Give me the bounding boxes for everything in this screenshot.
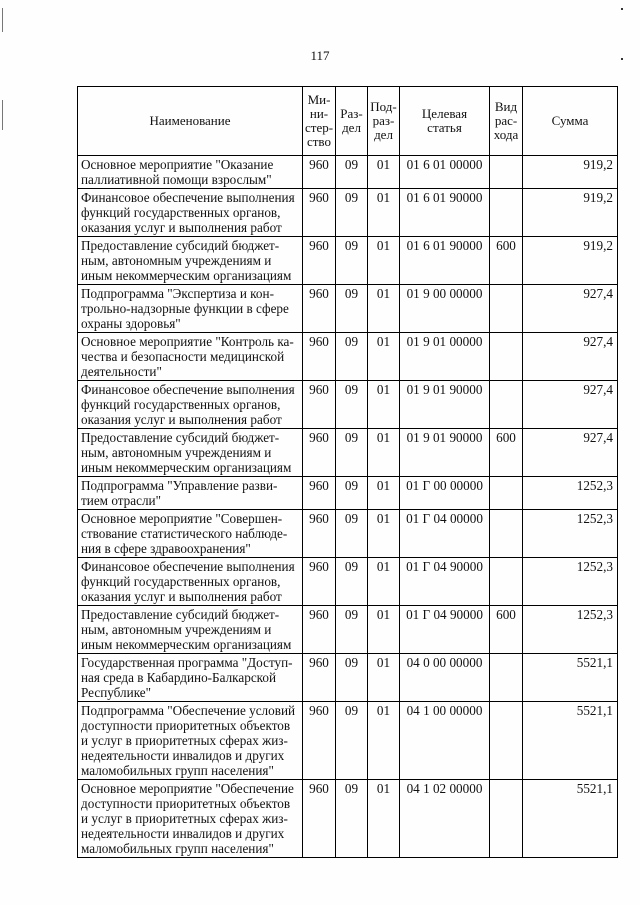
header-section: Раз- дел (336, 87, 368, 156)
row-target: 04 0 00 00000 (400, 654, 490, 702)
row-target: 01 Г 04 00000 (400, 510, 490, 558)
row-target: 04 1 00 00000 (400, 702, 490, 780)
page-number: 117 (310, 48, 330, 63)
row-subsection: 01 (368, 189, 400, 237)
table-row (78, 429, 618, 477)
row-section: 09 (336, 333, 368, 381)
row-ministry: 960 (303, 381, 336, 429)
row-section: 09 (336, 189, 368, 237)
table-row (78, 510, 618, 558)
row-expense-type (490, 189, 523, 237)
row-name: Подпрограмма "Управление разви-тием отрасли" (78, 477, 303, 510)
row-expense-type (490, 285, 523, 333)
row-subsection: 01 (368, 237, 400, 285)
row-subsection: 01 (368, 702, 400, 780)
row-amount: 919,2 (523, 237, 618, 285)
row-subsection: 01 (368, 429, 400, 477)
row-amount: 919,2 (523, 189, 618, 237)
row-ministry: 960 (303, 333, 336, 381)
row-expense-type: 600 (490, 237, 523, 285)
row-target: 01 6 01 00000 (400, 156, 490, 189)
row-ministry: 960 (303, 189, 336, 237)
row-subsection: 01 (368, 654, 400, 702)
row-subsection: 01 (368, 558, 400, 606)
table-row (78, 189, 618, 237)
table-row (78, 237, 618, 285)
row-ministry: 960 (303, 237, 336, 285)
row-section: 09 (336, 381, 368, 429)
row-target: 01 9 01 90000 (400, 381, 490, 429)
row-subsection: 01 (368, 156, 400, 189)
table-row (78, 156, 618, 189)
row-section: 09 (336, 156, 368, 189)
table-row (78, 477, 618, 510)
row-amount: 927,4 (523, 381, 618, 429)
row-subsection: 01 (368, 606, 400, 654)
row-amount: 1252,3 (523, 477, 618, 510)
row-name: Финансовое обеспечение выполнения функций государственных органов, оказания услуг и выполнения работ (78, 189, 303, 237)
row-target: 01 Г 00 00000 (400, 477, 490, 510)
row-name: Подпрограмма "Обеспечение условий доступности приоритетных объектов и услуг в приоритетных сферах жиз-недеятельности инвалидов и других маломобильных групп населения" (78, 702, 303, 780)
table-row (78, 558, 618, 606)
row-ministry: 960 (303, 429, 336, 477)
table-row (78, 654, 618, 702)
row-amount: 1252,3 (523, 510, 618, 558)
row-amount: 1252,3 (523, 606, 618, 654)
row-expense-type (490, 654, 523, 702)
row-ministry: 960 (303, 477, 336, 510)
row-target: 04 1 02 00000 (400, 780, 490, 858)
row-section: 09 (336, 285, 368, 333)
table-row (78, 381, 618, 429)
row-name: Основное мероприятие "Совершен-ствование статистического наблюде-ния в сфере здравоохранения" (78, 510, 303, 558)
row-expense-type (490, 780, 523, 858)
row-section: 09 (336, 429, 368, 477)
header-target: Целевая статья (400, 87, 490, 156)
row-name: Основное мероприятие "Обеспечение доступности приоритетных объектов и услуг в приоритетных сферах жиз-недеятельности инвалидов и других маломобильных групп населения" (78, 780, 303, 858)
header-ministry: Ми- ни- стер- ство (303, 87, 336, 156)
header-name: Наименование (78, 87, 303, 156)
row-target: 01 Г 04 90000 (400, 606, 490, 654)
row-expense-type (490, 333, 523, 381)
table-row (78, 780, 618, 858)
row-expense-type (490, 510, 523, 558)
row-target: 01 6 01 90000 (400, 189, 490, 237)
row-name: Финансовое обеспечение выполнения функций государственных органов, оказания услуг и выполнения работ (78, 558, 303, 606)
row-target: 01 9 00 00000 (400, 285, 490, 333)
row-subsection: 01 (368, 285, 400, 333)
row-amount: 5521,1 (523, 780, 618, 858)
row-section: 09 (336, 510, 368, 558)
row-amount: 5521,1 (523, 654, 618, 702)
table-header-row (78, 87, 618, 156)
row-ministry: 960 (303, 606, 336, 654)
row-section: 09 (336, 702, 368, 780)
row-expense-type (490, 477, 523, 510)
row-name: Предоставление субсидий бюджет-ным, автономным учреждениям и иным некоммерческим организациям (78, 429, 303, 477)
table-row (78, 333, 618, 381)
table-row (78, 606, 618, 654)
budget-table (77, 86, 618, 858)
row-ministry: 960 (303, 156, 336, 189)
row-subsection: 01 (368, 477, 400, 510)
row-expense-type (490, 156, 523, 189)
header-amount: Сумма (523, 87, 618, 156)
row-name: Предоставление субсидий бюджет-ным, автономным учреждениям и иным некоммерческим организациям (78, 606, 303, 654)
row-section: 09 (336, 477, 368, 510)
row-target: 01 Г 04 90000 (400, 558, 490, 606)
row-expense-type: 600 (490, 606, 523, 654)
row-amount: 5521,1 (523, 702, 618, 780)
scan-edge-mark (2, 100, 3, 130)
row-section: 09 (336, 558, 368, 606)
row-expense-type (490, 702, 523, 780)
row-amount: 927,4 (523, 333, 618, 381)
row-subsection: 01 (368, 510, 400, 558)
table-row (78, 285, 618, 333)
row-section: 09 (336, 780, 368, 858)
row-ministry: 960 (303, 558, 336, 606)
row-name: Предоставление субсидий бюджет-ным, автономным учреждениям и иным некоммерческим организациям (78, 237, 303, 285)
row-target: 01 6 01 90000 (400, 237, 490, 285)
row-ministry: 960 (303, 510, 336, 558)
row-ministry: 960 (303, 780, 336, 858)
row-amount: 1252,3 (523, 558, 618, 606)
row-amount: 927,4 (523, 285, 618, 333)
row-name: Основное мероприятие "Контроль ка-чества и безопасности медицинской деятельности" (78, 333, 303, 381)
scan-edge-mark (2, 8, 3, 32)
row-amount: 927,4 (523, 429, 618, 477)
row-target: 01 9 01 90000 (400, 429, 490, 477)
row-section: 09 (336, 654, 368, 702)
row-name: Подпрограмма "Экспертиза и кон-трольно-надзорные функции в сфере охраны здоровья" (78, 285, 303, 333)
row-subsection: 01 (368, 333, 400, 381)
row-expense-type (490, 558, 523, 606)
row-subsection: 01 (368, 780, 400, 858)
table-row (78, 702, 618, 780)
row-name: Государственная программа "Доступ-ная среда в Кабардино-Балкарской Республике" (78, 654, 303, 702)
row-section: 09 (336, 606, 368, 654)
header-subsection: Под- раз- дел (368, 87, 400, 156)
row-ministry: 960 (303, 285, 336, 333)
scan-speck (621, 8, 623, 10)
row-subsection: 01 (368, 381, 400, 429)
header-expense-type: Вид рас- хода (490, 87, 523, 156)
row-section: 09 (336, 237, 368, 285)
row-ministry: 960 (303, 702, 336, 780)
row-expense-type (490, 381, 523, 429)
row-name: Основное мероприятие "Оказание паллиативной помощи взрослым" (78, 156, 303, 189)
row-target: 01 9 01 00000 (400, 333, 490, 381)
row-ministry: 960 (303, 654, 336, 702)
row-name: Финансовое обеспечение выполнения функций государственных органов, оказания услуг и выполнения работ (78, 381, 303, 429)
row-amount: 919,2 (523, 156, 618, 189)
row-expense-type: 600 (490, 429, 523, 477)
